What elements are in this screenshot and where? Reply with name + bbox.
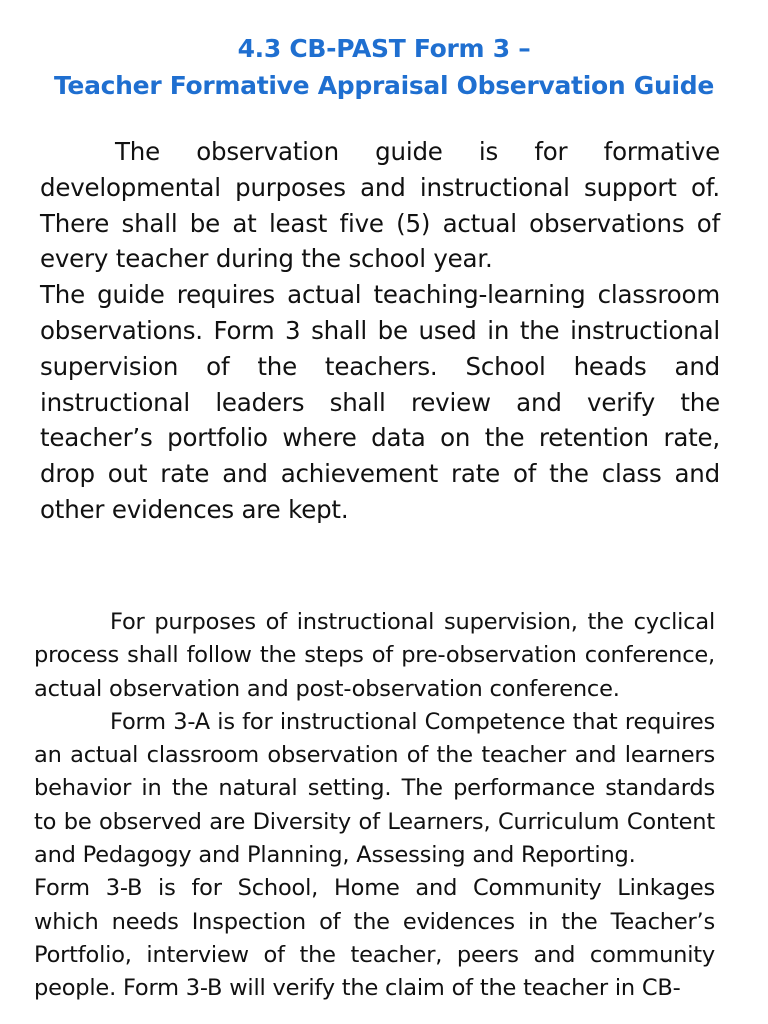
- intro-paragraph-1: The observation guide is for formative developmental purposes and instructional support of. There shall be at least five (5) actual observations of every teacher during the school year.: [40, 137, 720, 274]
- intro-paragraph-2: The guide requires actual teaching-learning classroom observations. Form 3 shall be used in the instructional supervision of the teachers. School heads and instructional leaders shall review and verify the teacher’s portfolio where data on the retention rate, drop out rate and achievement rate of the class and other evidences are kept.: [40, 280, 720, 524]
- page-title: [0, 30, 768, 104]
- supervision-section: [34, 606, 715, 1006]
- title-line-1: 4.3 CB-PAST Form 3 –: [237, 34, 531, 63]
- supervision-paragraph-1: For purposes of instructional supervision, the cyclical process shall follow the steps of pre-observation conference, actual observation and post-observation conference.: [34, 609, 715, 702]
- form-3b-paragraph: Form 3-B is for School, Home and Community Linkages which needs Inspection of the evidences in the Teacher’s Portfolio, interview of the teacher, peers and community people. Form 3-B will verify the claim of the teacher in CB-: [34, 875, 715, 1002]
- form-3a-paragraph: Form 3-A is for instructional Competence that requires an actual classroom observation of the teacher and learners behavior in the natural setting. The performance standards to be observed are Diversity of Learners, Curriculum Content and Pedagogy and Planning, Assessing and Reporting.: [34, 708, 715, 869]
- title-line-2: Teacher Formative Appraisal Observation Guide: [54, 71, 714, 100]
- intro-section: [40, 134, 720, 528]
